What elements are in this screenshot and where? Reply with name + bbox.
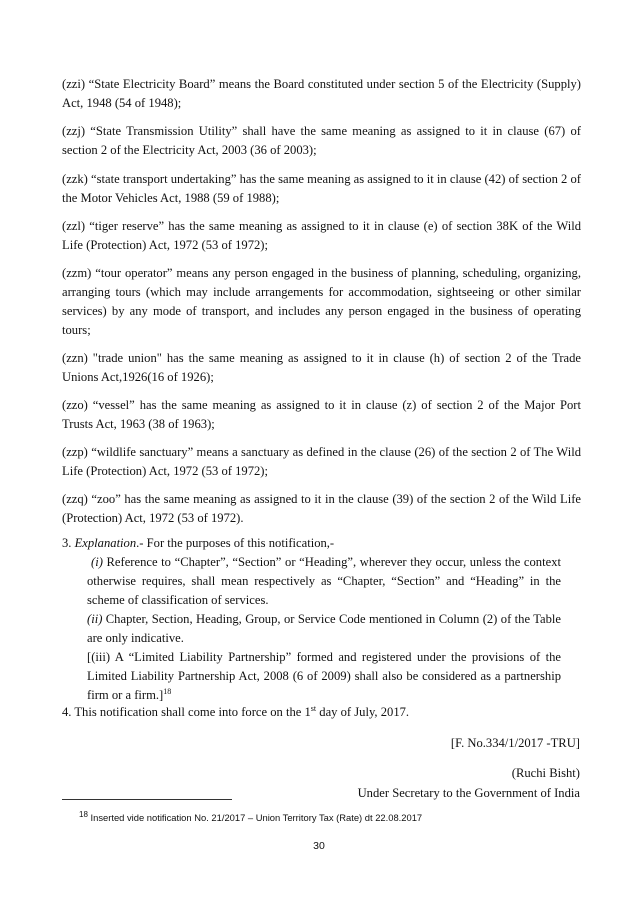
definition-zzk: (zzk) “state transport undertaking” has the same meaning as assigned to it in clause (42) of section 2 of the Motor Vehicles Act, 1988 (59 of 1988); bbox=[62, 172, 581, 205]
explanation-item-ii-num: (ii) bbox=[87, 612, 103, 626]
page-number: 30 bbox=[313, 840, 325, 852]
file-number: [F. No.334/1/2017 -TRU] bbox=[450, 736, 580, 750]
commencement-before: 4. This notification shall come into force on the 1 bbox=[62, 705, 311, 719]
explanation-heading bbox=[62, 534, 334, 553]
footnote-marker: 18 bbox=[79, 809, 88, 819]
definition-zzl: (zzl) “tiger reserve” has the same meaning as assigned to it in clause (e) of section 38K of the Wild Life (Protection) Act, 1972 (53 of 1972); bbox=[62, 219, 581, 252]
footnote-divider bbox=[62, 799, 232, 800]
footnote-ref-18[interactable]: 18 bbox=[163, 686, 172, 696]
explanation-intro: .- For the purposes of this notification,- bbox=[136, 536, 335, 550]
signatory-title: Under Secretary to the Government of India bbox=[357, 786, 580, 800]
footnote bbox=[79, 809, 423, 824]
definition-zzj: (zzj) “State Transmission Utility” shall have the same meaning as assigned to it in clause (67) of section 2 of the Electricity Act, 2003 (36 of 2003); bbox=[62, 124, 581, 157]
definition-zzq: (zzq) “zoo” has the same meaning as assigned to it in the clause (39) of the section 2 of the Wild Life (Protection) Act, 1972 (53 of 1972). bbox=[62, 492, 581, 525]
definition-zzm: (zzm) “tour operator” means any person engaged in the business of planning, scheduling, organizing, arranging tours (which may include arrangements for accommodation, sightseeing or other similar services) by any mode of transport, and includes any person engaged in the business of operating tours; bbox=[62, 266, 581, 337]
definition-zzo: (zzo) “vessel” has the same meaning as assigned to it in clause (z) of section 2 of the Major Port Trusts Act, 1963 (38 of 1963); bbox=[62, 398, 581, 431]
explanation-item-i-text: Reference to “Chapter”, “Section” or “Heading”, wherever they occur, unless the context otherwise requires, shall mean respectively as “Chapter, “Section” and “Heading” in the scheme of classification of services. bbox=[87, 555, 561, 607]
explanation-item-iii bbox=[87, 648, 561, 705]
commencement-sup: st bbox=[310, 703, 317, 713]
commencement-clause bbox=[62, 703, 409, 722]
explanation-item-ii-text: Chapter, Section, Heading, Group, or Service Code mentioned in Column (2) of the Table are only indicative. bbox=[87, 612, 561, 645]
explanation-item-iii-text: [(iii) A “Limited Liability Partnership” formed and registered under the provisions of the Limited Liability Partnership Act, 2008 (6 of 2009) shall also be considered as a partnership firm or a firm.] bbox=[87, 650, 561, 702]
explanation-item-i bbox=[87, 553, 561, 610]
footnote-text: Inserted vide notification No. 21/2017 – Union Territory Tax (Rate) dt 22.08.2017 bbox=[87, 812, 423, 823]
definition-zzp: (zzp) “wildlife sanctuary” means a sanctuary as defined in the clause (26) of the section 2 of The Wild Life (Protection) Act, 1972 (53 of 1972); bbox=[62, 445, 581, 478]
signatory-name: (Ruchi Bisht) bbox=[511, 766, 580, 780]
definition-zzi: (zzi) “State Electricity Board” means the Board constituted under section 5 of the Electricity (Supply) Act, 1948 (54 of 1948); bbox=[62, 77, 581, 110]
explanation-item-i-num: (i) bbox=[91, 555, 103, 569]
explanation-label: Explanation bbox=[74, 536, 137, 550]
explanation-item-ii bbox=[87, 610, 561, 648]
definition-zzn: (zzn) "trade union" has the same meaning as assigned to it in clause (h) of section 2 of the Trade Unions Act,1926(16 of 1926); bbox=[62, 351, 581, 384]
explanation-number: 3. bbox=[62, 536, 75, 550]
commencement-after: day of July, 2017. bbox=[316, 705, 410, 719]
